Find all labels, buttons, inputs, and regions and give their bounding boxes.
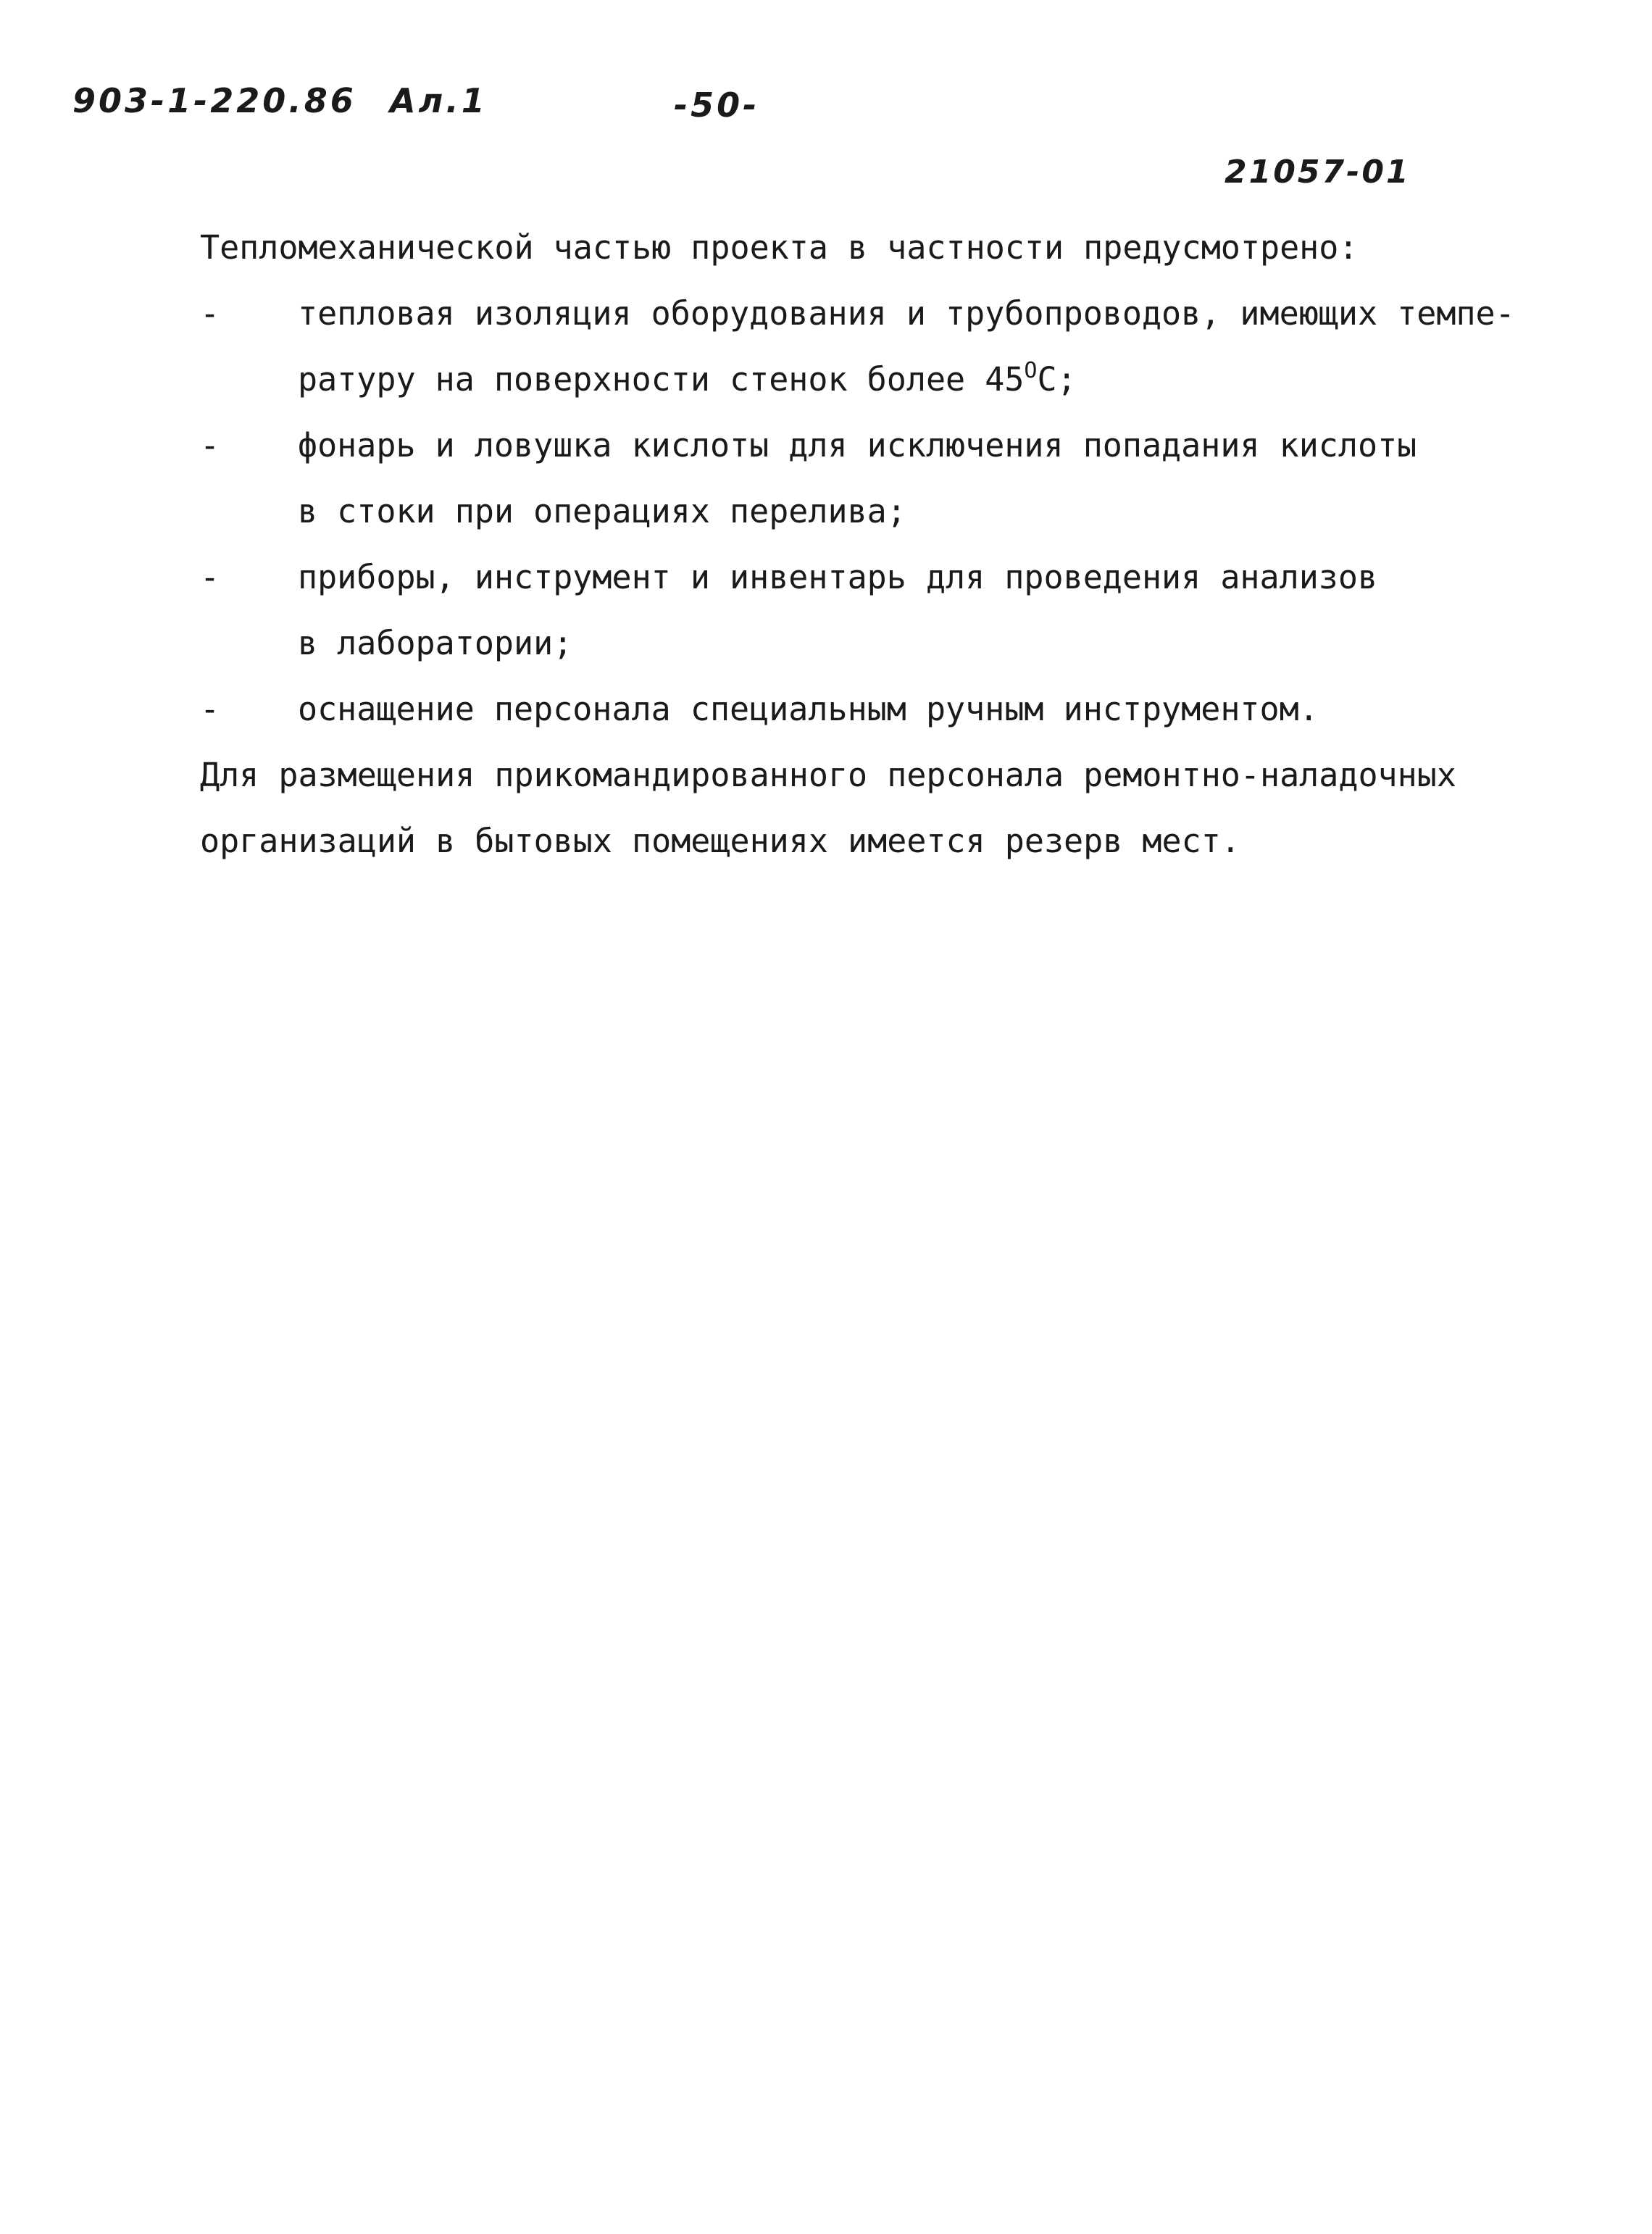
closing-line: Для размещения прикомандированного персонала ремонтно-наладочных <box>200 756 1456 794</box>
closing-line: организаций в бытовых помещениях имеется резерв мест. <box>200 822 1240 860</box>
inventory-number: 21057-01 <box>1225 154 1411 191</box>
body-text <box>200 214 1591 874</box>
list-item <box>200 280 1591 346</box>
list-item <box>200 676 1591 742</box>
bullet-dash: - <box>200 294 220 333</box>
bullet-dash: - <box>200 426 220 464</box>
list-item-text: фонарь и ловушка кислоты для исключения попадания кислоты <box>298 426 1417 464</box>
list-item-continuation: в стоки при операциях перелива; <box>298 492 906 530</box>
list-item-text: оснащение персонала специальным ручным инструментом. <box>298 690 1319 728</box>
sheet-label: Ал.1 <box>390 81 488 120</box>
list-item-text: С; <box>1037 360 1077 399</box>
list-item <box>200 412 1591 478</box>
degree-superscript: О <box>1024 358 1038 383</box>
list-item <box>200 544 1591 610</box>
bullet-dash: - <box>200 690 220 728</box>
document-code: 903-1-220.86 <box>72 81 356 120</box>
list-item-continuation: в лаборатории; <box>298 624 573 662</box>
list-item-continuation <box>200 346 1591 412</box>
list-item-text: ратуру на поверхности стенок более 45 <box>298 360 1025 399</box>
intro-line: Тепломеханической частью проекта в частности предусмотрено: <box>200 228 1359 267</box>
page-number: -50- <box>674 86 760 125</box>
list-item-text: приборы, инструмент и инвентарь для проведения анализов <box>298 558 1378 596</box>
list-item-text: тепловая изоляция оборудования и трубопроводов, имеющих темпе- <box>298 294 1515 333</box>
bullet-dash: - <box>200 558 220 596</box>
